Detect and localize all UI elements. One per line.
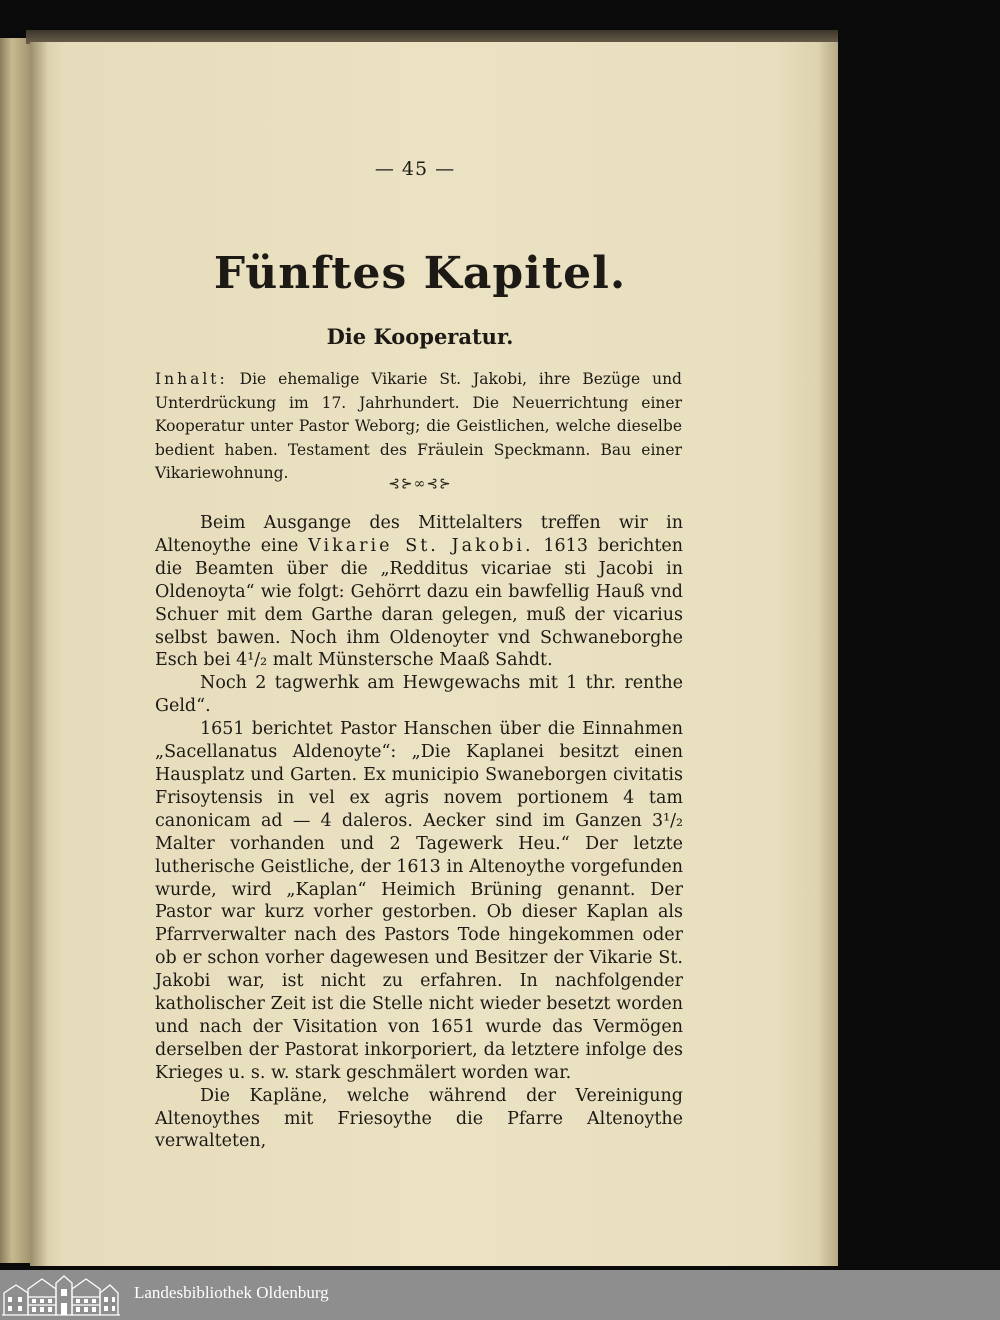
vikarie-name: Vikarie St. Jakobi. [308, 535, 534, 556]
chapter-subtitle: Die Kooperatur. [326, 324, 514, 349]
library-building-icon [2, 1273, 120, 1317]
chapter-title: Fünftes Kapitel. [213, 248, 627, 299]
footer-library-name: Landesbibliothek Oldenburg [134, 1283, 329, 1302]
page-number: — 45 — [374, 158, 456, 180]
page-right-edge [818, 42, 838, 1266]
page-gutter-shadow [30, 42, 48, 1266]
left-page-edge [0, 38, 30, 1263]
body-text [155, 512, 683, 1153]
paragraph-2: Noch 2 tagwerhk am Hewgewachs mit 1 thr. renthe Geld“. [155, 673, 683, 717]
summary-label: Inhalt: [155, 370, 228, 388]
paragraph-1-start: Beim Ausgange des Mittelalters treffen wir in Altenoythe eine [155, 513, 683, 556]
section-ornament: ⊰⊱∞⊰⊱ [388, 476, 452, 492]
paragraph-4: Die Kapläne, welche während der Vereinigung Altenoythes mit Friesoythe die Pfarre Altenoythe verwalteten, [155, 1085, 683, 1152]
paragraph-1 [155, 512, 683, 672]
footer-bar [0, 1270, 1000, 1320]
paragraph-1-end: 1613 berichten die Beamten über die „Redditus vicariae sti Jacobi in Oldenoyta“ wie folgt: Gehörrt dazu ein bawfellig Hauß vnd Schuer mit dem Garthe daran gelegen, muß der vicarius selbst bawen. Noch ihm Oldenoyter vnd Schwaneborghe Esch bei 4¹/₂ malt Münstersche Maaß Sahdt. [155, 535, 684, 671]
paragraph-3: 1651 berichtet Pastor Hanschen über die Einnahmen „Sacellanatus Aldenoyte“: „Die Kaplanei besitzt einen Hausplatz und Garten. Ex municipio Swaneborgen civitatis Frisoytensis in vel ex agris novem portionem 4 tam canonicam ad — 4 daleros. Aecker sind im Ganzen 3¹/₂ Malter vorhanden und 2 Tagewerk Heu.“ Der letzte lutherische Geistliche, der 1613 in Altenoythe vorgefunden wurde, wird „Kaplan“ Heimich Brüning genannt. Der Pastor war kurz vorher gestorben. Ob dieser Kaplan als Pfarrverwalter nach des Pastors Tode hingekommen oder ob er schon vorher dagewesen und Besitzer der Vikarie St. Jakobi war, ist nicht zu erfahren. In nachfolgender katholischer Zeit ist die Stelle nicht wieder besetzt worden und nach der Visitation von 1651 wurde das Vermögen derselben der Pastorat inkorporiert, da letztere infolge des Krieges u. s. w. stark geschmälert worden war. [155, 719, 683, 1083]
chapter-summary [155, 368, 682, 486]
summary-text: Die ehemalige Vikarie St. Jakobi, ihre Bezüge und Unterdrückung im 17. Jahrhundert. Die Neuerrichtung einer Kooperatur unter Pastor Weborg; die Geistlichen, welche dieselbe bedient haben. Testament des Fräulein Speckmann. Bau einer Vikariewohnung. [155, 370, 682, 482]
